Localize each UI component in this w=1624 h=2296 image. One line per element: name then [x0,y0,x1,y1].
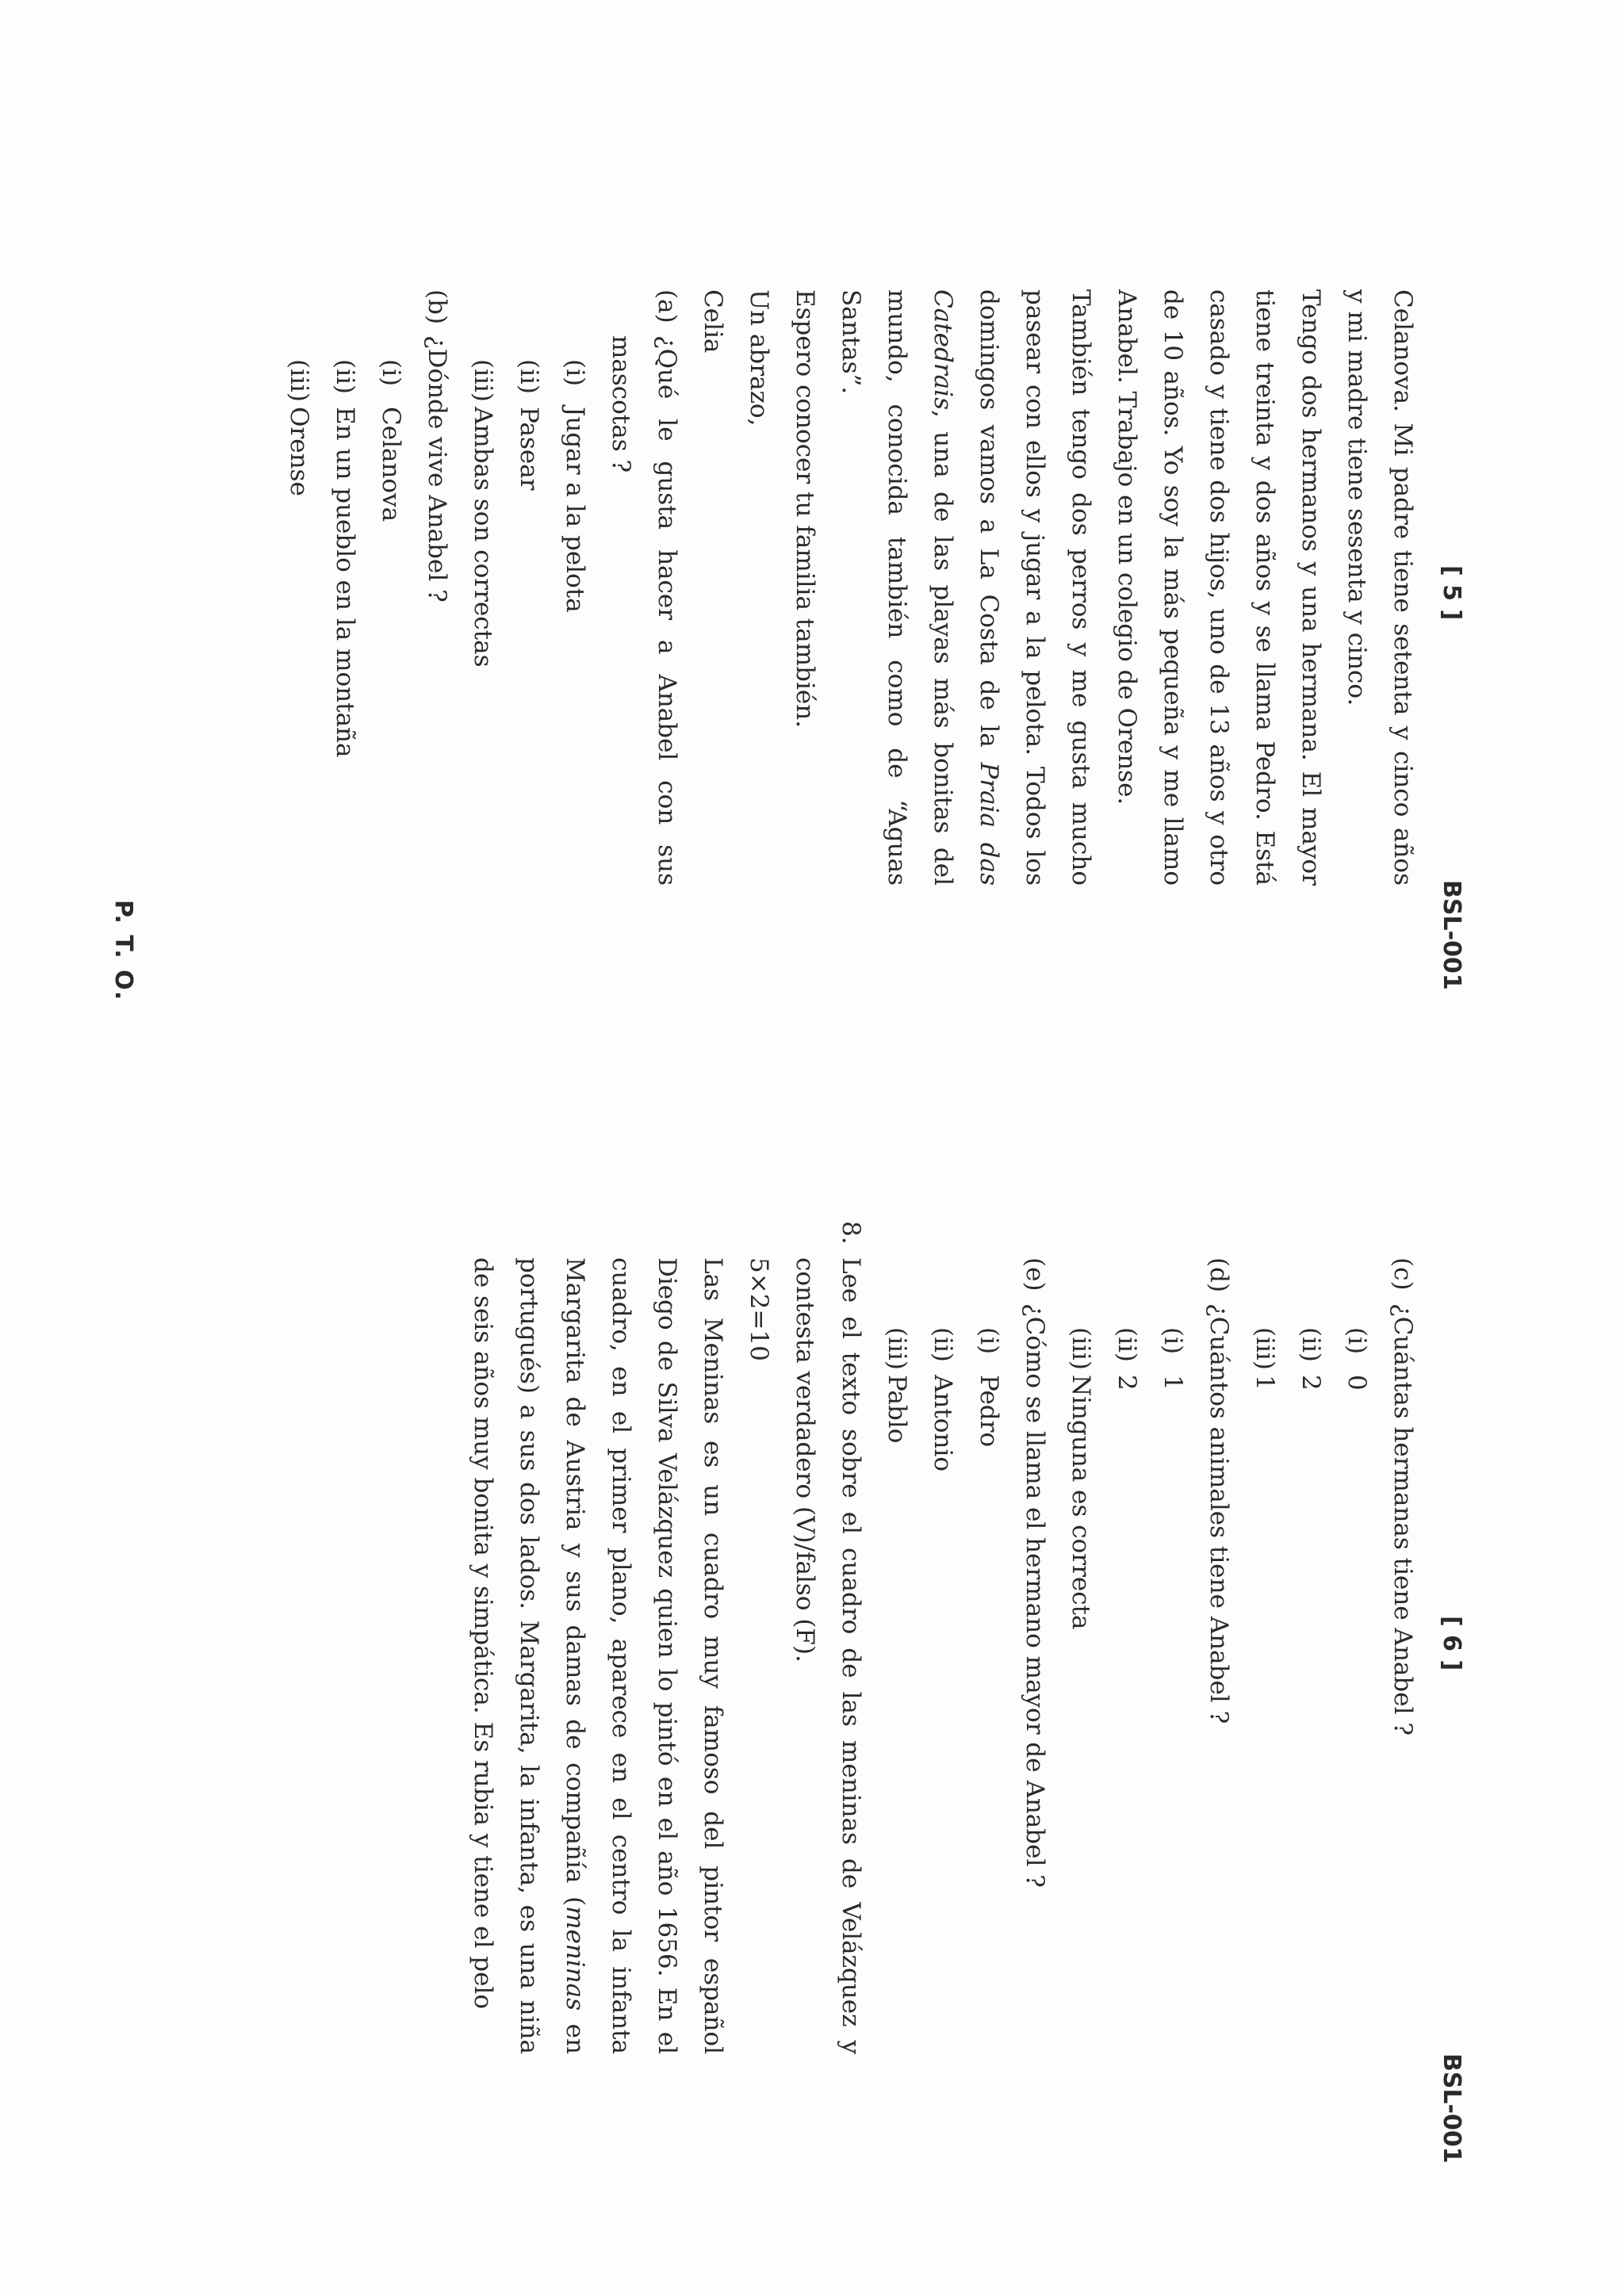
marks: 5×2=10 [745,1257,773,1361]
question-8: 8. Lee el texto sobre el cuadro de las meninas de Velázquez y contesta verdadero (V)/falso (F). [782,1257,874,2054]
option: (i) 0 [1342,1327,1371,1391]
paragraph: Espero conocer tu familia también. [791,289,819,729]
option: (iii) Ambas son correctas [469,359,497,668]
question-b: (b) ¿Dónde vive Anabel ? [423,289,451,603]
option: (iii) Ninguna es correcta [1067,1327,1095,1630]
option: (ii) Pasear [515,359,543,491]
option: (i) Celanova [377,359,405,522]
page-6-column [460,1221,1426,2054]
paragraph: Celanova. Mi padre tiene setenta y cinco años y mi madre tiene sesenta y cinco. [1342,289,1417,886]
option: (ii) Antonio [929,1327,957,1472]
page-number: [ 5 ] [1438,565,1465,621]
signature: Celia [699,289,727,354]
question-a: (a) ¿Qué le gusta hacer a Anabel con sus mascotas ? [607,289,681,886]
question-number: 8. [837,1221,865,1245]
option: (ii) En un pueblo en la montaña [331,359,359,758]
page-5-column [276,289,1426,886]
option: (i) Jugar a la pelota [561,359,589,613]
page-6 [0,1148,1624,2296]
question-c: (c) ¿Cuántas hermanas tiene Anabel ? [1388,1257,1417,1735]
option: (ii) 2 [1297,1327,1325,1391]
question-e: (e) ¿Cómo se llama el hermano mayor de Anabel ? [1021,1257,1049,1888]
reading-text: Las Meninas es un cuadro muy famoso del pintor español Diego de Silva Velázquez quien lo pintó en el año 1656. En el cuadro, en el primer plano, aparece en el centro la infanta Margarita de Austria y sus damas de compañía (meninas en portugués) a sus dos lados. Margarita, la infanta, es una niña de seis años muy bonita y simpática. Es rubia y tiene el pelo [469,1257,727,2054]
option: (i) Pedro [975,1327,1003,1448]
option: (iii) Orense [285,359,313,496]
course-code: BSL-001 [1438,880,1465,990]
question-d: (d) ¿Cuántos animales tiene Anabel ? [1205,1257,1233,1724]
option: (iii) Pablo [883,1327,911,1444]
closing: Un abrazo, [745,289,773,427]
course-code: BSL-001 [1438,2053,1465,2164]
option: (ii) 2 [1113,1327,1141,1391]
page-number: [ 6 ] [1438,1616,1465,1671]
option: (iii) 1 [1251,1327,1279,1391]
pto-footer: P. T. O. [109,900,137,1002]
option: (i) 1 [1159,1327,1187,1391]
paragraph: También tengo dos perros y me gusta mucho pasear con ellos y jugar a la pelota. Todos los domingos vamos a La Costa de la Praia das Catedrais, una de las playas más bonitas del mundo, conocida también como de “Aguas Santas”. [837,289,1095,886]
paragraph: Tengo dos hermanos y una hermana. El mayor tiene treinta y dos años y se llama Pedro. Está casado y tiene dos hijos, uno de 13 años y otro de 10 años. Yo soy la más pequeña y me llamo Anabel. Trabajo en un colegio de Orense. [1113,289,1325,886]
